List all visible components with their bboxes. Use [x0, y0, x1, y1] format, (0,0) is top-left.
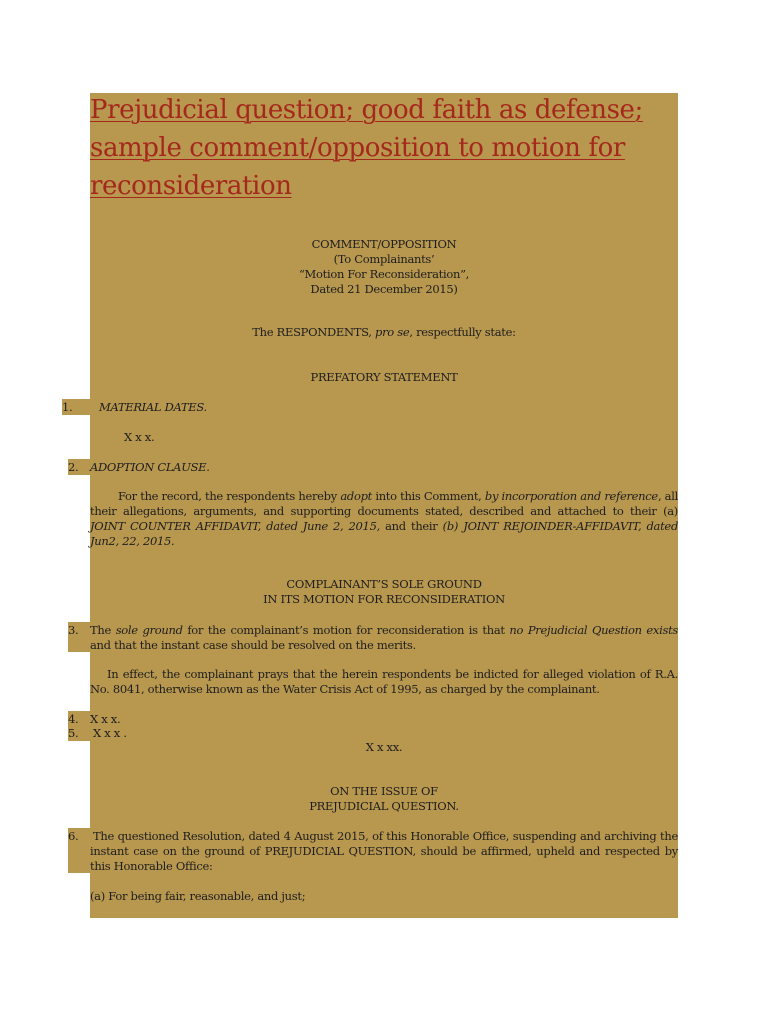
sole-ground-heading: COMPLAINANT’S SOLE GROUND [286, 577, 482, 591]
adoption-italic-4: (b) JOINT REJOINDER-AFFIDAVIT, dated Jun2, 22, 2015. [90, 519, 679, 548]
item-6-text: The questioned Resolution, dated 4 August 2015, of this Honorable Office, suspending and archiving the instant case on the ground of PREJUDICIAL QUESTION, should be affirmed, upheld and respected by this Honorable Office: [90, 829, 678, 873]
item-6-number: 6. [68, 829, 79, 843]
adoption-italic-2: by incorporation and reference [484, 489, 658, 503]
item-4-text: X x x. [90, 712, 121, 726]
item-6a-text: (a) For being fair, reasonable, and just; [90, 889, 306, 903]
adoption-text-4: and their [379, 519, 443, 533]
item-3-italic-2: no Prejudicial Question exists [509, 623, 679, 637]
item-3-text [90, 623, 678, 653]
intro-line [90, 325, 678, 340]
prefatory-heading: PREFATORY STATEMENT [310, 370, 458, 384]
comment-heading-sub1: (To Complainants’ [333, 252, 435, 266]
effect-paragraph: In effect, the complainant prays that the herein respondents be indicted for alleged violation of R.A. No. 8041, otherwise known as the Water Crisis Act of 1995, as charged by the complainant. [90, 667, 678, 696]
item-4-number: 4. [68, 712, 79, 726]
item-3-number: 3. [68, 623, 79, 637]
intro-post: , respectfully state: [409, 325, 516, 339]
item-2-number: 2. [68, 460, 79, 474]
item-1-number: 1. [62, 400, 73, 414]
issue-heading: ON THE ISSUE OF [330, 784, 438, 798]
adoption-text-2: into this Comment, [371, 489, 485, 503]
sole-ground-subheading: IN ITS MOTION FOR RECONSIDERATION [263, 592, 505, 606]
adoption-italic-3: JOINT COUNTER AFFIDAVIT, dated June 2, 2015, [90, 519, 380, 533]
intro-pre: The RESPONDENTS, [252, 325, 376, 339]
adoption-paragraph [90, 489, 678, 549]
item-1-label: MATERIAL DATES. [99, 400, 207, 414]
intro-italic: pro se [375, 325, 410, 339]
item-2-label: ADOPTION CLAUSE. [90, 460, 210, 474]
material-dates-text: X x x. [124, 430, 155, 444]
issue-subheading: PREJUDICIAL QUESTION. [309, 799, 459, 813]
comment-heading: COMMENT/OPPOSITION [311, 237, 457, 251]
item-5-text: X x x . [93, 726, 127, 740]
adoption-italic-1: adopt [340, 489, 372, 503]
document-title: Prejudicial question; good faith as defense; sample comment/opposition to motion for reconsideration [90, 95, 643, 201]
comment-heading-sub3: Dated 21 December 2015) [310, 282, 458, 296]
xx-line: X x xx. [365, 740, 403, 754]
comment-heading-sub2: “Motion For Reconsideration”, [298, 267, 470, 281]
item-3-post: and that the instant case should be resolved on the merits. [90, 638, 416, 652]
item-3-pre: The [90, 623, 116, 637]
item-3-mid: for the complainant’s motion for reconsideration is that [182, 623, 510, 637]
item-3-italic-1: sole ground [115, 623, 183, 637]
adoption-text-1: For the record, the respondents hereby [118, 489, 341, 503]
adoption-text-3: , all their allegations, arguments, and supporting documents stated, described and attached to their (a) [90, 489, 678, 518]
item-5-number: 5. [68, 726, 79, 740]
